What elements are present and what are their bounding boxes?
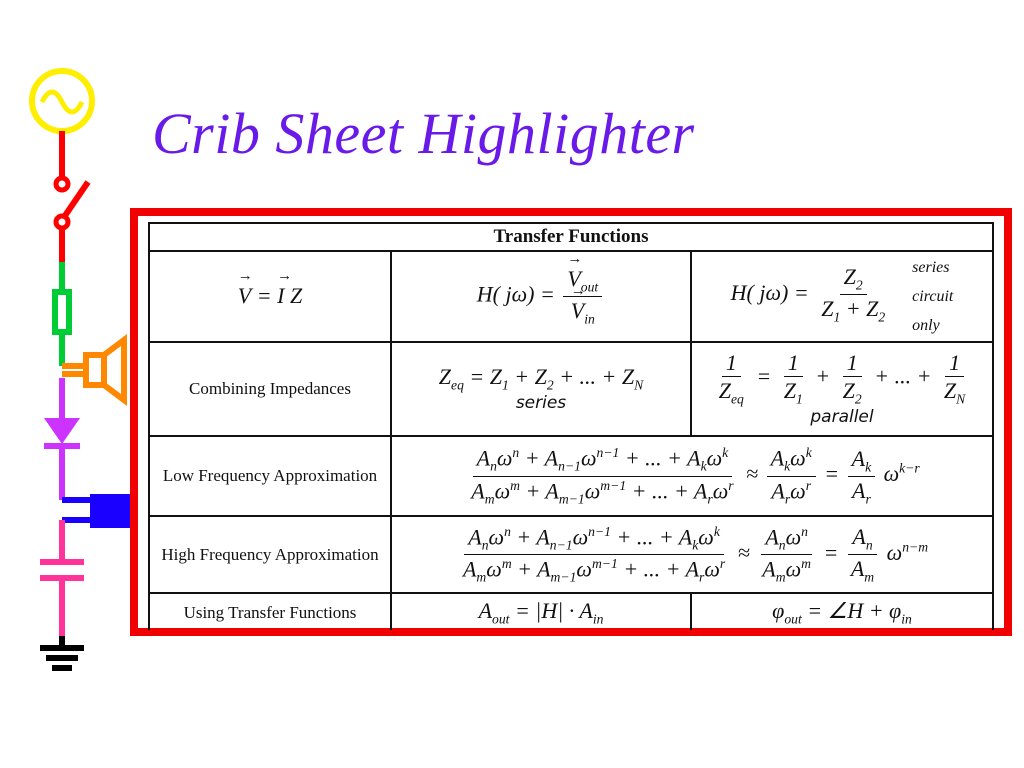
series-circuit-only-note: series circuit only: [912, 258, 954, 334]
voltage-divider-formula: H( jω) = $\frac{Z_2}{Z_1 + Z_2}$: [730, 264, 886, 325]
slide-title: Crib Sheet Highlighter: [152, 101, 695, 166]
amplitude-formula: $A_{out} = |H| \cdot A_{in}$: [391, 593, 691, 630]
voltage-divider-cell: [691, 251, 993, 341]
high-frequency-label: High Frequency Approximation: [149, 516, 391, 592]
highlight-frame: [130, 208, 1012, 636]
diode-icon: [44, 418, 80, 446]
switch-icon: [56, 178, 88, 228]
table-header: Transfer Functions: [149, 223, 993, 251]
parallel-impedance-cell: [691, 342, 993, 436]
series-note: series: [515, 393, 567, 414]
connector-icon: [62, 494, 130, 528]
series-impedance-cell: [391, 342, 691, 436]
transfer-function-formula: H( jω) = → $V_{out}$ → $V_{in}$: [391, 251, 691, 341]
parallel-note: parallel: [810, 407, 874, 428]
resistor-icon: [55, 292, 69, 332]
low-frequency-label: Low Frequency Approximation: [149, 436, 391, 516]
ac-source-icon: [32, 71, 92, 131]
speaker-icon: [62, 340, 124, 400]
low-frequency-formula: $\frac{A_n\omega^n + A_{n-1}\omega^{n-1} + ... + A_k\omega^k}{A_m\omega^m + A_{m-1}\omega^{m-1} + ... + A_r\omega^r}$ ≈ $\frac{A_k\omega^k}{A_r\omega^r}$ = $\frac{A_k}{A_r}$ $\omega^{k-r}$: [391, 436, 993, 516]
ohms-law-formula: → V = → I Z: [149, 251, 391, 341]
circuit-strip: [0, 0, 130, 768]
parallel-impedance-formula: $\frac{1}{Z_{eq}}$ = $\frac{1}{Z_1}$ + $\frac{1}{Z_2}$ + ... + $\frac{1}{Z_N}$: [718, 350, 966, 407]
crib-sheet-image: [148, 222, 994, 630]
using-transfer-functions-label: Using Transfer Functions: [149, 593, 391, 630]
combining-impedances-label: Combining Impedances: [149, 342, 391, 436]
series-impedance-formula: $Z_{eq} = Z_1 + Z_2$ + ... + $Z_N$: [438, 364, 644, 393]
high-frequency-formula: $\frac{A_n\omega^n + A_{n-1}\omega^{n-1} + ... + A_k\omega^k}{A_m\omega^m + A_{m-1}\omega^{m-1} + ... + A_r\omega^r}$ ≈ $\frac{A_n\omega^n}{A_m\omega^m}$ = $\frac{A_n}{A_m}$ $\omega^{n-m}$: [391, 516, 993, 592]
ground-icon: [40, 636, 84, 668]
phase-formula: $\varphi_{out}$ = ∠H + $\varphi_{in}$: [691, 593, 993, 630]
transfer-functions-table: [148, 222, 994, 630]
capacitor-icon: [40, 562, 84, 578]
